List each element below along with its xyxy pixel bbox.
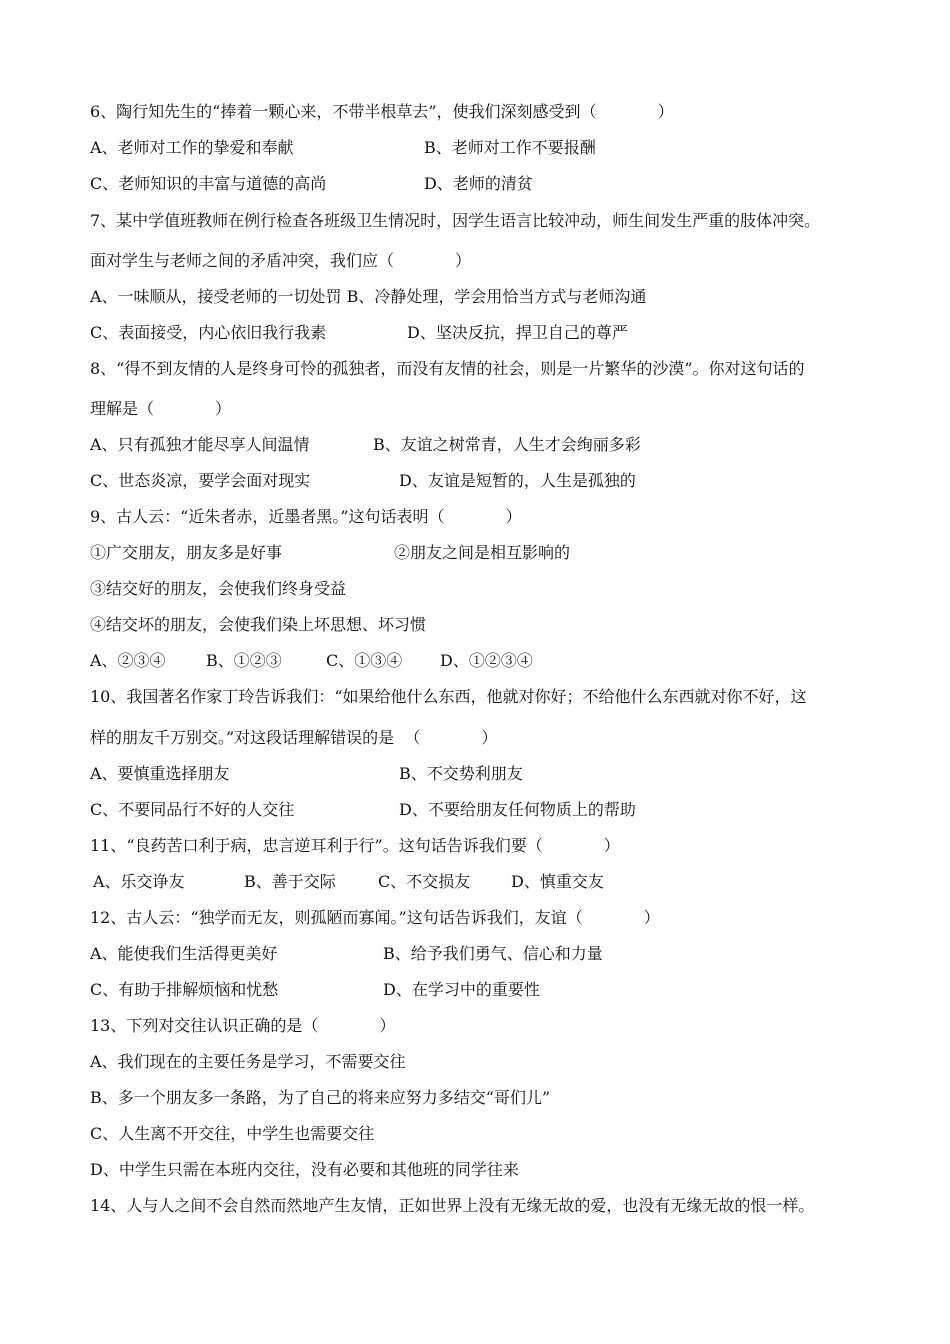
question-10-option-c: C、不要同品行不好的人交往 bbox=[90, 800, 295, 819]
question-13-option-d: D、中学生只需在本班内交往，没有必要和其他班的同学往来 bbox=[90, 1160, 519, 1179]
question-9-statement-4: ④结交坏的朋友，会使我们染上坏思想、坏习惯 bbox=[90, 615, 427, 634]
question-7-stem-line1: 7、某中学值班教师在例行检查各班级卫生情况时，因学生语言比较冲动，师生间发生严重的肢体冲突。 bbox=[90, 211, 821, 230]
question-8-stem-line2: 理解是（ ） bbox=[90, 399, 232, 418]
question-8-option-a: A、只有孤独才能尽享人间温情 bbox=[90, 435, 310, 454]
question-9-option-a: A、②③④ bbox=[90, 651, 166, 670]
question-10-option-d: D、不要给朋友任何物质上的帮助 bbox=[399, 800, 636, 819]
question-13-option-c: C、人生离不开交往，中学生也需要交往 bbox=[90, 1124, 375, 1143]
question-12-option-b: B、给予我们勇气、信心和力量 bbox=[383, 944, 603, 963]
question-9-option-b: B、①②③ bbox=[206, 651, 282, 670]
question-13-option-a: A、我们现在的主要任务是学习，不需要交往 bbox=[90, 1052, 406, 1071]
question-14-stem: 14、人与人之间不会自然而然地产生友情，正如世界上没有无缘无故的爱，也没有无缘无故的恨一样。 bbox=[90, 1196, 815, 1215]
question-9-statement-1: ①广交朋友，朋友多是好事 bbox=[90, 543, 283, 562]
question-6-option-a: A、老师对工作的挚爱和奉献 bbox=[90, 138, 294, 157]
question-7-option-ab: A、一味顺从，接受老师的一切处罚 B、冷静处理，学会用恰当方式与老师沟通 bbox=[90, 287, 647, 306]
question-12-option-c: C、有助于排解烦恼和忧愁 bbox=[90, 980, 279, 999]
question-7-stem-line2: 面对学生与老师之间的矛盾冲突，我们应（ ） bbox=[90, 251, 472, 270]
question-8-stem-line1: 8、“得不到友情的人是终身可怜的孤独者，而没有友情的社会，则是一片繁华的沙漠”。你对这句话的 bbox=[90, 359, 805, 378]
question-9-option-d: D、①②③④ bbox=[440, 651, 533, 670]
question-13-stem: 13、下列对交往认识正确的是（ ） bbox=[90, 1016, 396, 1035]
question-11-stem: 11、“良药苦口利于病，忠言逆耳利于行”。这句话告诉我们要（ ） bbox=[90, 836, 620, 855]
question-7-option-c: C、表面接受，内心依旧我行我素 bbox=[90, 323, 327, 342]
question-12-stem: 12、古人云：“独学而无友，则孤陋而寡闻。”这句话告诉我们，友谊（ ） bbox=[90, 908, 660, 927]
question-10-option-b: B、不交势利朋友 bbox=[399, 764, 523, 783]
question-6-option-d: D、老师的清贫 bbox=[424, 174, 533, 193]
question-6-stem: 6、陶行知先生的“捧着一颗心来，不带半根草去”，使我们深刻感受到（ ） bbox=[90, 102, 674, 121]
question-13-option-b: B、多一个朋友多一条路，为了自己的将来应努力多结交“哥们儿” bbox=[90, 1088, 551, 1107]
question-8-option-d: D、友谊是短暂的，人生是孤独的 bbox=[399, 471, 636, 490]
question-10-stem-line1: 10、我国著名作家丁玲告诉我们：“如果给他什么东西，他就对你好；不给他什么东西就对你不好，这 bbox=[90, 687, 807, 706]
question-9-statement-2: ②朋友之间是相互影响的 bbox=[394, 543, 571, 562]
question-11-option-a: A、乐交诤友 bbox=[93, 872, 185, 891]
question-12-option-a: A、能使我们生活得更美好 bbox=[90, 944, 278, 963]
question-6-option-b: B、老师对工作不要报酬 bbox=[424, 138, 596, 157]
question-10-stem-line2: 样的朋友千万别交。”对这段话理解错误的是 （ ） bbox=[90, 728, 498, 747]
question-9-option-c: C、①③④ bbox=[326, 651, 403, 670]
question-8-option-b: B、友谊之树常青，人生才会绚丽多彩 bbox=[373, 435, 641, 454]
question-11-option-b: B、善于交际 bbox=[244, 872, 336, 891]
question-6-option-c: C、老师知识的丰富与道德的高尚 bbox=[90, 174, 327, 193]
question-9-statement-3: ③结交好的朋友，会使我们终身受益 bbox=[90, 579, 347, 598]
question-11-option-c: C、不交损友 bbox=[378, 872, 471, 891]
question-7-option-d: D、坚决反抗，捍卫自己的尊严 bbox=[407, 323, 628, 342]
question-11-option-d: D、慎重交友 bbox=[511, 872, 604, 891]
question-9-stem: 9、古人云：“近朱者赤，近墨者黑。”这句话表明（ ） bbox=[90, 507, 522, 526]
question-10-option-a: A、要慎重选择朋友 bbox=[90, 764, 230, 783]
question-12-option-d: D、在学习中的重要性 bbox=[383, 980, 540, 999]
question-8-option-c: C、世态炎凉，要学会面对现实 bbox=[90, 471, 311, 490]
